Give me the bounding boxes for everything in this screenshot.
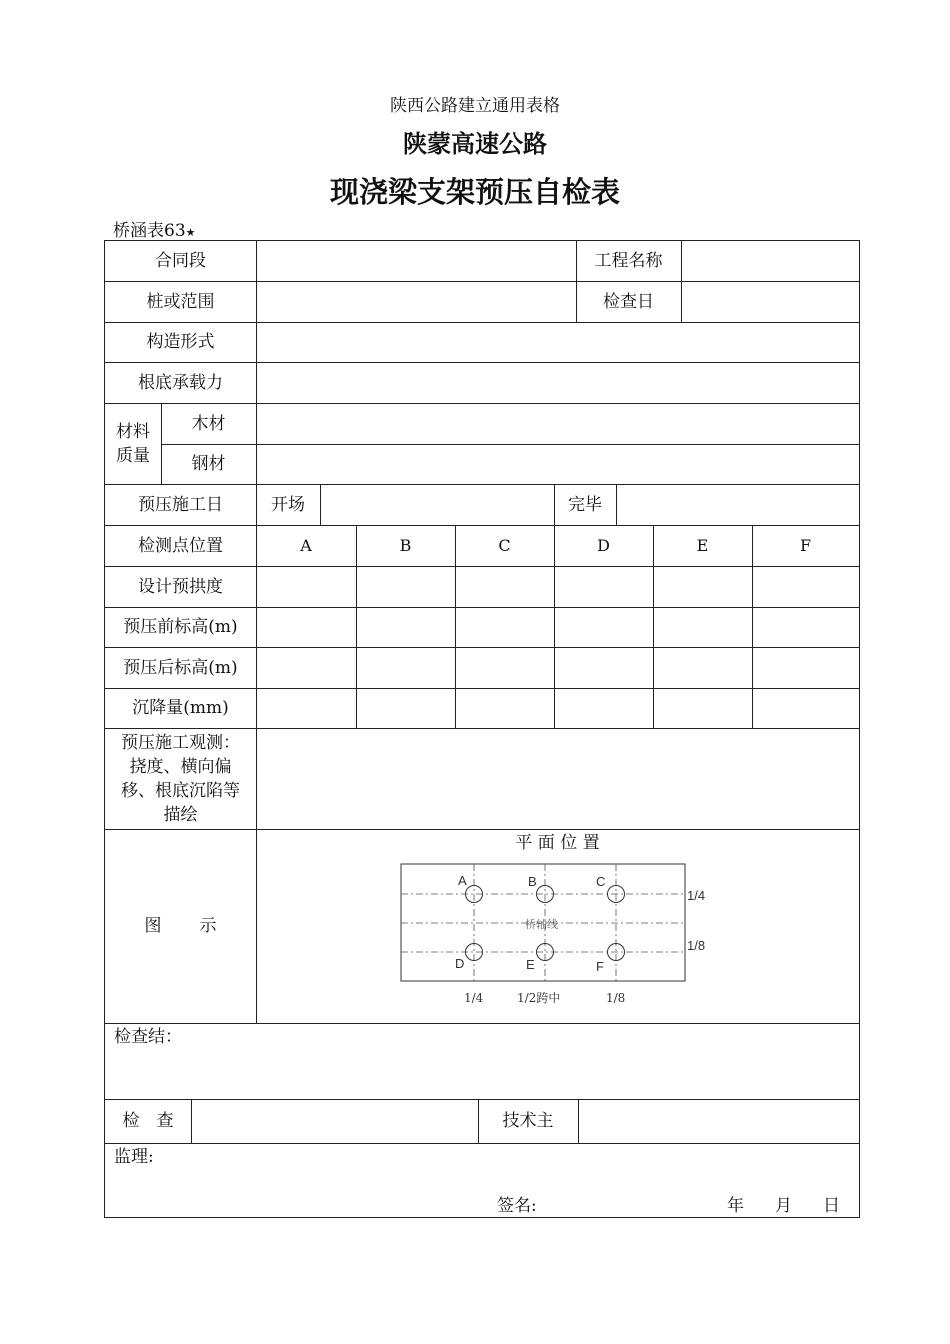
label-supervision: 监理: <box>114 1147 154 1167</box>
col-line <box>681 241 682 322</box>
label-observation-2: 挠度、横向偏 <box>129 757 232 777</box>
label-steel: 钢材 <box>191 454 226 474</box>
bottom-label-quarter: 1/4 <box>464 991 484 1005</box>
point-d-label: D <box>455 956 465 971</box>
bridge-axis-label: 桥轴线 <box>525 918 558 931</box>
label-elev-after: 预压后标高(m) <box>123 657 238 678</box>
label-elev-before: 预压前标高(m) <box>123 617 238 637</box>
label-structure: 构造形式 <box>146 332 215 352</box>
label-contract: 合同段 <box>155 251 206 271</box>
row-line <box>161 444 859 445</box>
point-col-a: A <box>300 535 312 555</box>
col-line <box>616 484 617 525</box>
point-e-label: E <box>526 957 535 972</box>
label-settlement: 沉降量(mm) <box>132 698 229 718</box>
label-month: 月 <box>775 1196 792 1216</box>
form-code-text: 桥涵表63 <box>113 221 186 241</box>
label-material-quality-1: 材料 <box>116 421 150 442</box>
ratio-right-bottom: 1/8 <box>687 938 706 953</box>
point-col-d: D <box>597 535 610 555</box>
row-line <box>105 728 859 729</box>
col-line <box>320 484 321 525</box>
label-wood: 木材 <box>191 413 226 434</box>
bottom-label-eighth: 1/8 <box>606 991 626 1005</box>
point-col-e: E <box>696 535 709 555</box>
point-a-label: A <box>458 873 467 888</box>
plan-position-diagram <box>380 855 740 1015</box>
point-col-f: F <box>799 535 812 555</box>
form-supertitle: 陕西公路建立通用表格 <box>390 96 560 116</box>
row-line <box>105 1143 859 1144</box>
label-observation <box>105 730 256 828</box>
label-start: 开场 <box>271 494 305 515</box>
label-sign: 签名: <box>497 1196 537 1216</box>
col-line <box>578 1099 579 1143</box>
plan-position-title: 平 面 位 置 <box>515 833 600 853</box>
label-project-name: 工程名称 <box>594 251 663 271</box>
point-f-label: F <box>596 959 604 974</box>
label-finish: 完毕 <box>568 494 602 515</box>
label-foundation: 根底承载力 <box>138 372 223 393</box>
label-day: 日 <box>823 1196 840 1216</box>
col-line <box>191 1099 192 1143</box>
point-col-b: B <box>399 535 412 555</box>
label-inspector: 检 查 <box>122 1111 174 1131</box>
bottom-label-mid: 1/2跨中 <box>517 991 561 1005</box>
project-title: 陕蒙高速公路 <box>403 130 547 158</box>
point-c-label: C <box>596 874 606 889</box>
form-title: 现浇梁支架预压自检表 <box>329 175 620 209</box>
label-illustration-1: 图 <box>144 916 162 936</box>
label-material-quality-2: 质量 <box>116 445 150 466</box>
form-code <box>113 216 196 241</box>
label-result: 检查结： <box>114 1027 182 1047</box>
label-observation-1: 预压施工观测： <box>121 733 240 753</box>
label-preload-date: 预压施工日 <box>138 494 223 515</box>
ratio-right-top: 1/4 <box>687 888 706 903</box>
label-station: 桩或范围 <box>146 291 215 312</box>
star-icon: ★ <box>185 226 196 239</box>
label-observation-4: 描绘 <box>163 805 198 825</box>
point-b-label: B <box>528 874 537 889</box>
label-observation-3: 移、根底沉陷等 <box>121 781 240 801</box>
label-design-camber: 设计预拱度 <box>138 576 223 597</box>
check-table <box>104 240 860 1218</box>
label-material-quality <box>105 403 161 484</box>
label-illustration <box>105 829 256 1023</box>
label-year: 年 <box>727 1196 744 1216</box>
label-points: 检测点位置 <box>138 535 223 556</box>
label-check-date: 检查日 <box>603 291 654 312</box>
label-illustration-2: 示 <box>199 916 217 936</box>
point-col-c: C <box>498 535 511 555</box>
label-tech-lead: 技术主 <box>502 1111 554 1131</box>
row-line <box>105 1023 859 1024</box>
col-line <box>256 241 257 1023</box>
